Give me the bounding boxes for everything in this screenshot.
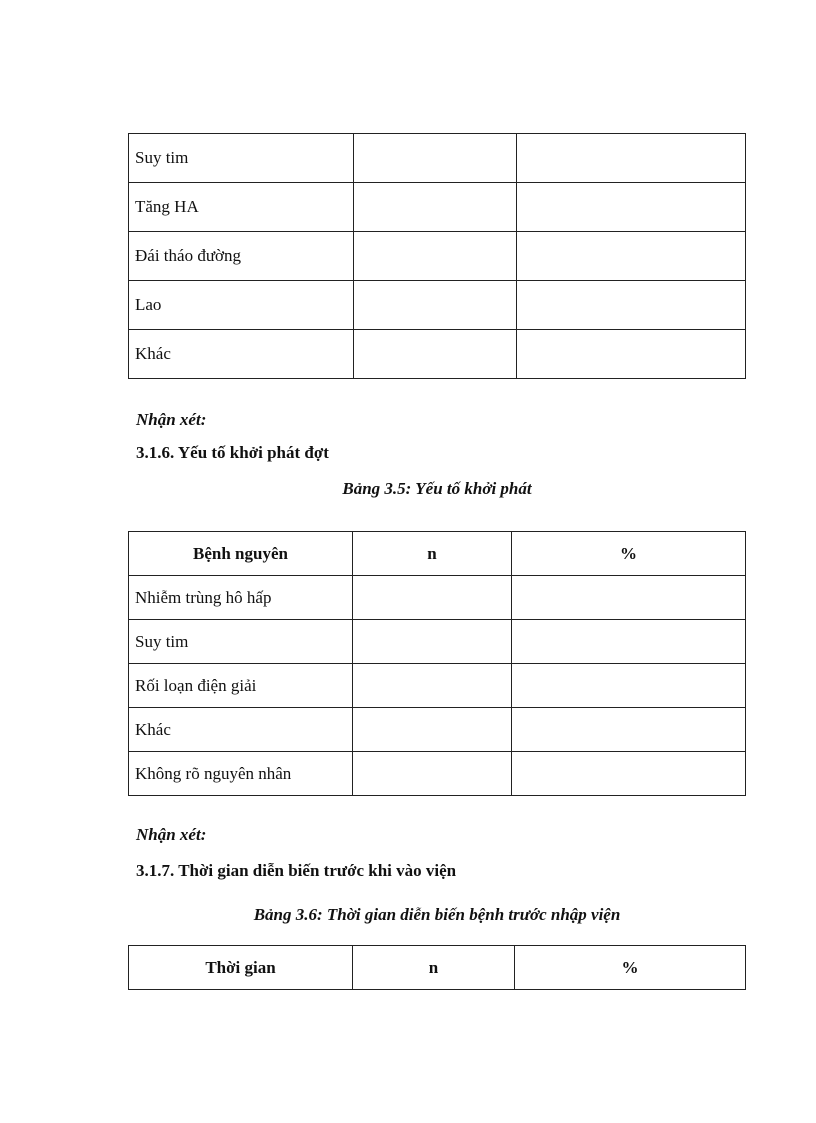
row-label: Khác <box>129 330 354 379</box>
table-header-row <box>129 946 746 990</box>
row-label: Tăng HA <box>129 183 354 232</box>
table-onset-factors <box>128 531 746 796</box>
table-caption: Bảng 3.6: Thời gian diễn biến bệnh trước nhập viện <box>253 905 621 924</box>
table-row <box>129 664 746 708</box>
column-header: n <box>353 946 515 990</box>
column-header: Thời gian <box>129 946 353 990</box>
section-heading: 3.1.6. Yếu tố khởi phát đợt <box>136 443 329 462</box>
row-label: Suy tim <box>129 620 353 664</box>
table-row <box>129 576 746 620</box>
row-label: Đái tháo đường <box>129 232 354 281</box>
table-row <box>129 752 746 796</box>
column-header: % <box>515 946 746 990</box>
table-row <box>129 620 746 664</box>
table-header-row <box>129 532 746 576</box>
table-row <box>129 134 746 183</box>
table-row <box>129 281 746 330</box>
section-heading: 3.1.7. Thời gian diễn biến trước khi vào viện <box>136 861 457 880</box>
row-label: Không rõ nguyên nhân <box>129 752 353 796</box>
row-label: Rối loạn điện giải <box>129 664 353 708</box>
table-row <box>129 330 746 379</box>
table-progression-time <box>128 945 746 990</box>
row-label: Khác <box>129 708 353 752</box>
column-header: % <box>512 532 746 576</box>
column-header: Bệnh nguyên <box>129 532 353 576</box>
table-row <box>129 232 746 281</box>
row-label: Lao <box>129 281 354 330</box>
remark-label: Nhận xét: <box>136 825 207 844</box>
row-label: Suy tim <box>129 134 354 183</box>
table-row <box>129 183 746 232</box>
row-label: Nhiễm trùng hô hấp <box>129 576 353 620</box>
remark-label: Nhận xét: <box>136 410 207 429</box>
table-caption: Bảng 3.5: Yếu tố khởi phát <box>342 479 532 498</box>
table-previous-continued <box>128 133 746 379</box>
table-row <box>129 708 746 752</box>
column-header: n <box>353 532 512 576</box>
